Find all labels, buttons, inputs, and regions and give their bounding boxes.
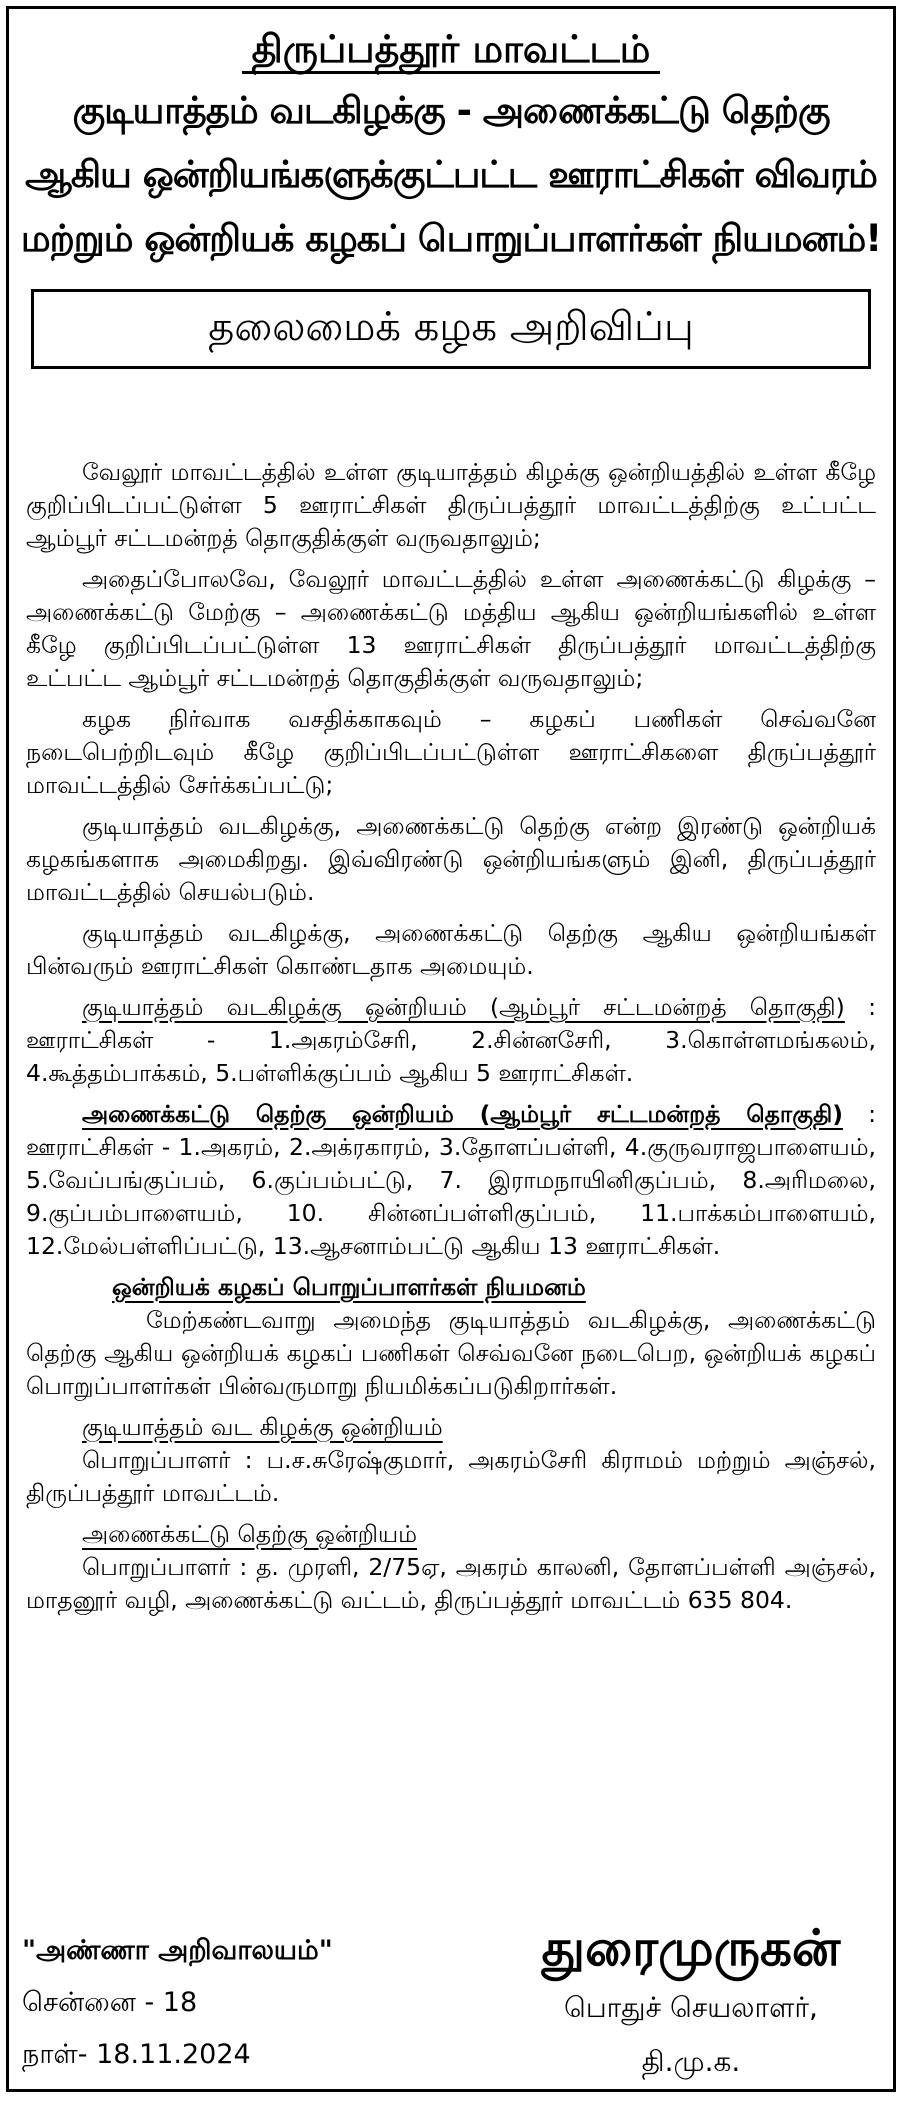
paragraph-4: குடியாத்தம் வடகிழக்கு, அணைக்கட்டு தெற்கு என்ற இரண்டு ஒன்றியக் கழகங்களாக அமைகிறது. இவ்விரண்டு ஒன்றியங்களும் இனி, திருப்பத்தூர் மாவட்டத்தில் செயல்படும்.	[26, 812, 876, 906]
union-1-heading: குடியாத்தம் வடகிழக்கு ஒன்றியம் (ஆம்பூர் சட்டமன்றத் தொகுதி)	[82, 993, 845, 1021]
person-2: பொறுப்பாளர் : த. முரளி, 2/75ஏ, அகரம் காலனி, தோளப்பள்ளி அஞ்சல், மாதனூர் வழி, அணைக்கட்டு வட்டம், திருப்பத்தூர் மாவட்டம் 635 804.	[26, 1553, 876, 1614]
union-1-block	[26, 991, 876, 1090]
paragraph-2: அதைப்போலவே, வேலூர் மாவட்டத்தில் உள்ள அணைக்கட்டு கிழக்கு – அணைக்கட்டு மேற்கு – அணைக்கட்டு மத்திய ஆகிய ஒன்றியங்களில் உள்ள கீழே குறிப்பிடப்பட்டுள்ள 13 ஊராட்சிகள் திருப்பத்தூர் மாவட்டத்திற்கு உட்பட்ட ஆம்பூர் சட்டமன்றத் தொகுதிக்குள் வருவதாலும்;	[26, 565, 876, 692]
union-2-short-heading: அணைக்கட்டு தெற்கு ஒன்றியம்	[82, 1520, 418, 1548]
signatory-name: துரைமுருகன்	[541, 1919, 841, 1977]
headline-line-3: மற்றும் ஒன்றியக் கழகப் பொறுப்பாளர்கள் நியமனம்!	[20, 217, 882, 260]
appointment-heading-row	[26, 1271, 876, 1304]
person-1: பொறுப்பாளர் : ப.ச.சுரேஷ்குமார், அகரம்சேரி கிராமம் மற்றும் அஞ்சல், திருப்பத்தூர் மாவட்டம்.	[26, 1446, 876, 1507]
union-2-villages: : ஊராட்சிகள் - 1.அகரம், 2.அக்ரகாரம், 3.தோளப்பள்ளி, 4.குருவராஜபாளையம், 5.வேப்பங்குப்பம், 6.குப்பம்பட்டு, 7. இராமநாயினிகுப்பம், 8.அரிமலை, 9.குப்பம்பாளையம், 10. சின்னப்பள்ளிகுப்பம், 11.பாக்கம்பாளையம், 12.மேல்பள்ளிப்பட்டு, 13.ஆசனாம்பட்டு ஆகிய 13 ஊராட்சிகள்.	[26, 1100, 876, 1260]
union-2-heading: அணைக்கட்டு தெற்கு ஒன்றியம் (ஆம்பூர் சட்டமன்றத் தொகுதி)	[82, 1100, 843, 1128]
boxed-title-text: தலைமைக் கழக அறிவிப்பு	[208, 303, 694, 350]
district-title	[9, 23, 893, 75]
appointment-heading: ஒன்றியக் கழகப் பொறுப்பாளர்கள் நியமனம்	[112, 1273, 586, 1301]
signatory-role: பொதுச் செயலாளர்,	[564, 1991, 818, 2024]
union-2-short-row	[26, 1518, 876, 1551]
union-1-short-row	[26, 1411, 876, 1444]
union-2-block	[26, 1098, 876, 1263]
paragraph-1: வேலூர் மாவட்டத்தில் உள்ள குடியாத்தம் கிழக்கு ஒன்றியத்தில் உள்ள கீழே குறிப்பிடப்பட்டுள்ள 5 ஊராட்சிகள் திருப்பத்தூர் மாவட்டத்திற்கு உட்பட்ட ஆம்பூர் சட்டமன்றத் தொகுதிக்குள் வருவதாலும்;	[26, 458, 876, 552]
office-name: "அண்ணா அறிவாலயம்"	[22, 1935, 333, 1966]
paragraph-3: கழக நிர்வாக வசதிக்காகவும் – கழகப் பணிகள் செவ்வனே நடைபெற்றிடவும் கீழே குறிப்பிடப்பட்டுள்ள ஊராட்சிகளை திருப்பத்தூர் மாவட்டத்தில் சேர்க்கப்பட்டு;	[26, 705, 876, 799]
footer-left	[22, 1925, 333, 2081]
notice-body	[26, 456, 876, 1625]
party-name: தி.மு.க.	[641, 2045, 741, 2078]
headline-line-2: ஆகிய ஒன்றியங்களுக்குட்பட்ட ஊராட்சிகள் விவரம்	[25, 153, 877, 196]
district-title-text: திருப்பத்தூர் மாவட்டம்	[242, 27, 661, 74]
footer-right	[516, 1915, 866, 2089]
notice-date: நாள்- 18.11.2024	[22, 2039, 251, 2070]
union-1-villages: : ஊராட்சிகள் - 1.அகரம்சேரி, 2.சின்னசேரி, 3.கொள்ளமங்கலம், 4.கூத்தம்பாக்கம், 5.பள்ளிக்குப்பம் ஆகிய 5 ஊராட்சிகள்.	[26, 993, 877, 1087]
office-city: சென்னை - 18	[22, 1987, 198, 2018]
headline	[9, 79, 893, 271]
paragraph-5: குடியாத்தம் வடகிழக்கு, அணைக்கட்டு தெற்கு ஆகிய ஒன்றியங்கள் பின்வரும் ஊராட்சிகள் கொண்டதாக அமையும்.	[26, 919, 876, 980]
headline-line-1: குடியாத்தம் வடகிழக்கு - அணைக்கட்டு தெற்கு	[72, 89, 830, 132]
paragraph-6: மேற்கண்டவாறு அமைந்த குடியாத்தம் வடகிழக்கு, அணைக்கட்டு தெற்கு ஆகிய ஒன்றியக் கழகப் பணிகள் செவ்வனே நடைபெற, ஒன்றியக் கழகப் பொறுப்பாளர்கள் பின்வருமாறு நியமிக்கப்படுகிறார்கள்.	[26, 1306, 876, 1400]
union-1-short-heading: குடியாத்தம் வட கிழக்கு ஒன்றியம்	[82, 1413, 443, 1441]
boxed-title	[31, 289, 871, 369]
